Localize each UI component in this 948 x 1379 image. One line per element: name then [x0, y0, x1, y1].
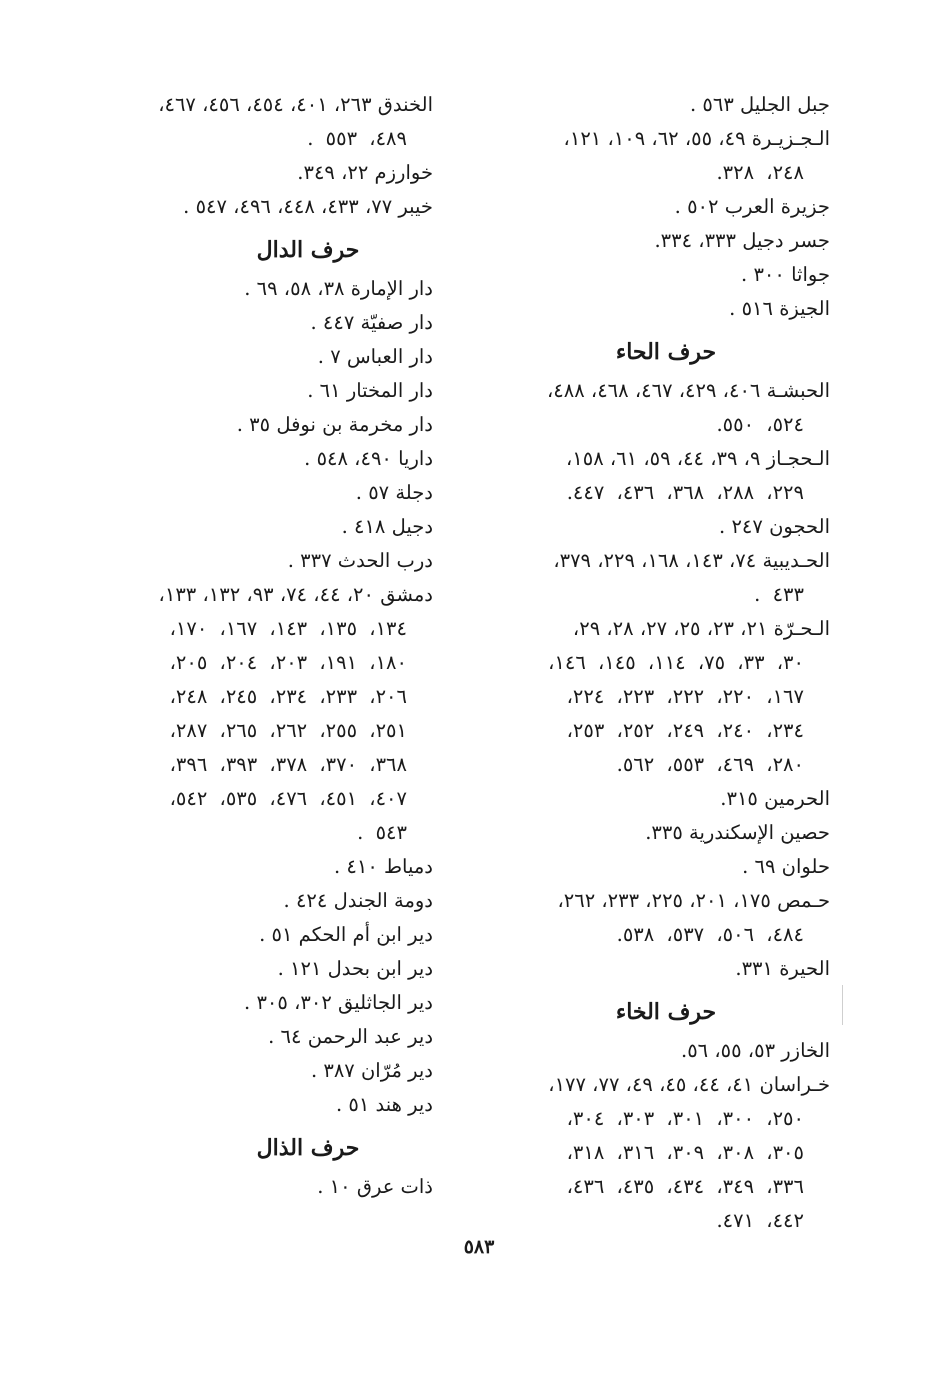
index-column-left — [63, 88, 433, 1204]
place-name: دمياط — [384, 855, 433, 878]
index-entry — [462, 1068, 830, 1102]
page-references: ٦١ . — [307, 379, 341, 402]
entry-continuation: ٣٣٦، ٣٤٩، ٤٣٤، ٤٣٥، ٤٣٦، — [566, 1175, 804, 1198]
index-entry — [63, 510, 433, 544]
place-name: جزيرة العرب — [724, 195, 830, 218]
place-name: دار الإمارة — [350, 277, 433, 300]
entry-continuation: ٢٥١، ٢٥٥، ٢٦٢، ٢٦٥، ٢٨٧، — [169, 719, 407, 742]
page-references: ٤١٨ . — [341, 515, 386, 538]
index-entry — [462, 952, 830, 986]
place-name: دير هند — [375, 1093, 433, 1116]
page-references: ٤٠٦، ٤٢٩، ٤٦٧، ٤٦٨، ٤٨٨، — [546, 379, 761, 402]
entry-continuation: ١٨٠، ١٩١، ٢٠٣، ٢٠٤، ٢٠٥، — [169, 651, 407, 674]
entry-continuation: ٤٨٩، ٥٥٣ . — [307, 127, 407, 150]
page-references: ١٢١ . — [277, 957, 322, 980]
index-entry — [462, 544, 830, 578]
page-references: ٣٣٧ . — [287, 549, 332, 572]
page-references: ٢١، ٢٣، ٢٥، ٢٧، ٢٨، ٢٩، — [572, 617, 768, 640]
place-name: دير مُرّان — [360, 1059, 433, 1082]
page-references: ٥٣، ٥٥، ٥٦. — [681, 1039, 776, 1062]
margin-mark — [842, 985, 845, 1025]
entry-continuation: ٥٤٣ . — [357, 821, 407, 844]
index-entry — [63, 578, 433, 612]
index-entry — [462, 122, 830, 156]
index-entry — [63, 476, 433, 510]
page-references: ١٠ . — [317, 1175, 351, 1198]
page-references: ٤١، ٤٤، ٤٥، ٤٩، ٧٧، ١٧٧، — [548, 1073, 754, 1096]
index-entry — [63, 986, 433, 1020]
entry-continuation: ٥٢٤، ٥٥٠. — [716, 413, 804, 436]
page-references: ٢٠، ٤٤، ٧٤، ٩٣، ١٣٢، ١٣٣، — [158, 583, 374, 606]
place-name: دير عبد الرحمن — [307, 1025, 433, 1048]
index-entry — [462, 816, 830, 850]
entry-continuation: ١٦٧، ٢٢٠، ٢٢٢، ٢٢٣، ٢٢٤، — [566, 685, 804, 708]
section-heading: حرف الحاء — [615, 339, 717, 365]
index-entry — [462, 612, 830, 646]
place-name: دار صفيّة — [360, 311, 433, 334]
place-name: الخازر — [781, 1039, 830, 1062]
page-references: ١٧٥، ٢٠١، ٢٢٥، ٢٣٣، ٢٦٢، — [557, 889, 771, 912]
place-name: خـراسان — [759, 1073, 830, 1096]
index-entry — [63, 442, 433, 476]
page-references: ٣٠٠ . — [741, 263, 785, 286]
page-references: ٣٨، ٥٨، ٦٩ . — [244, 277, 345, 300]
place-name: الـحـرّة — [773, 617, 830, 640]
place-name: الجيزة — [779, 297, 830, 320]
entry-continuation: ٢٢٩، ٢٨٨، ٣٦٨، ٤٣٦، ٤٤٧. — [566, 481, 804, 504]
page-number: ٥٨٣ — [463, 1236, 495, 1258]
entry-continuation: ٤٨٤، ٥٠٦، ٥٣٧، ٥٣٨. — [616, 923, 804, 946]
page-references: ٥٠٢ . — [674, 195, 719, 218]
index-entry — [63, 918, 433, 952]
place-name: الحيرة — [779, 957, 830, 980]
entry-continuation: ٢٠٦، ٢٣٣، ٢٣٤، ٢٤٥، ٢٤٨، — [169, 685, 407, 708]
page-references: ٤٢٤ . — [283, 889, 328, 912]
page-references: ٣٨٧ . — [310, 1059, 355, 1082]
place-name: خوارزم — [374, 161, 433, 184]
place-name: الخندق — [377, 93, 433, 116]
index-entry — [462, 442, 830, 476]
entry-continuation: ٣٠، ٣٣، ٧٥، ١١٤، ١٤٥، ١٤٦، — [548, 651, 804, 674]
page-references: ٣٠٢، ٣٠٥ . — [244, 991, 332, 1014]
entry-continuation: ٤٤٢، ٤٧١. — [716, 1209, 804, 1232]
page-references: ٣٥ . — [236, 413, 271, 436]
place-name: الحرمين — [764, 787, 830, 810]
index-entry — [63, 952, 433, 986]
page-references: ٧ . — [317, 345, 341, 368]
page-references: ٥١ . — [335, 1093, 370, 1116]
index-entry — [63, 544, 433, 578]
place-name: داريا — [398, 447, 433, 470]
index-entry — [462, 374, 830, 408]
page-references: ٤٤٧ . — [310, 311, 355, 334]
index-column-right — [462, 88, 830, 1238]
index-entry — [462, 850, 830, 884]
entry-continuation: ٣٠٥، ٣٠٨، ٣٠٩، ٣١٦، ٣١٨، — [566, 1141, 804, 1164]
entry-continuation: ٣٦٨، ٣٧٠، ٣٧٨، ٣٩٣، ٣٩٦، — [169, 753, 407, 776]
place-name: خيبر — [398, 195, 433, 218]
place-name: درب الحدث — [337, 549, 433, 572]
section-heading: حرف الخاء — [615, 999, 717, 1025]
place-name: دجيل — [391, 515, 433, 538]
entry-continuation: ٢٣٤، ٢٤٠، ٢٤٩، ٢٥٢، ٢٥٣، — [566, 719, 804, 742]
page-references: ٧٤، ١٤٣، ١٦٨، ٢٢٩، ٣٧٩، — [553, 549, 757, 572]
place-name: دمشق — [380, 583, 433, 606]
index-entry — [462, 510, 830, 544]
index-entry — [63, 850, 433, 884]
index-entry — [63, 1054, 433, 1088]
page-references: ٣١٥. — [720, 787, 758, 810]
index-entry — [63, 156, 433, 190]
index-entry — [462, 782, 830, 816]
index-entry — [63, 884, 433, 918]
page-references: ٢٢، ٣٤٩. — [297, 161, 369, 184]
place-name: دومة الجندل — [333, 889, 433, 912]
place-name: دار العباس — [346, 345, 433, 368]
page-references: ٧٧، ٤٣٣، ٤٤٨، ٤٩٦، ٥٤٧ . — [183, 195, 393, 218]
index-entry — [462, 258, 830, 292]
index-entry — [462, 884, 830, 918]
index-entry — [63, 340, 433, 374]
page-references: ٣٣٣، ٣٣٤. — [654, 229, 736, 252]
place-name: جبل الجليل — [740, 93, 830, 116]
page-references: ٥٦٣ . — [690, 93, 734, 116]
index-entry — [63, 1088, 433, 1122]
index-entry — [63, 272, 433, 306]
page-references: ٢٤٧ . — [719, 515, 763, 538]
index-entry — [63, 374, 433, 408]
place-name: دار مخرمة بن نوفل — [276, 413, 433, 436]
place-name: جسر دجيل — [742, 229, 830, 252]
place-name: الحـديبية — [762, 549, 830, 572]
index-entry — [63, 1170, 433, 1204]
page-references: ٣٣٥. — [645, 821, 683, 844]
index-entry — [63, 1020, 433, 1054]
index-entry — [462, 224, 830, 258]
index-entry — [462, 88, 830, 122]
place-name: ذات عرق — [356, 1175, 433, 1198]
index-entry — [63, 190, 433, 224]
section-heading: حرف الدال — [256, 237, 360, 263]
entry-continuation: ٢٨٠، ٤٦٩، ٥٥٣، ٥٦٢. — [616, 753, 804, 776]
page-references: ٤١٠ . — [333, 855, 378, 878]
place-name: حلوان — [781, 855, 830, 878]
page-references: ٤٩٠، ٥٤٨ . — [304, 447, 392, 470]
index-entry — [462, 1034, 830, 1068]
place-name: الـجـزيـرة — [751, 127, 830, 150]
page-references: ٥٧ . — [355, 481, 390, 504]
page-references: ٦٤ . — [268, 1025, 302, 1048]
page-references: ٩، ٣٩، ٤٤، ٥٩، ٦١، ١٥٨، — [565, 447, 761, 470]
index-entry — [462, 190, 830, 224]
page-references: ٣٣١. — [735, 957, 773, 980]
place-name: الـحجـاز — [766, 447, 830, 470]
entry-continuation: ١٣٤، ١٣٥، ١٤٣، ١٦٧، ١٧٠، — [169, 617, 407, 640]
place-name: حـمص — [777, 889, 830, 912]
place-name: حصين الإسكندرية — [689, 821, 830, 844]
section-heading: حرف الذال — [256, 1135, 360, 1161]
index-entry — [63, 88, 433, 122]
place-name: دار المختار — [346, 379, 433, 402]
place-name: دير الجاثليق — [338, 991, 433, 1014]
entry-continuation: ٢٥٠، ٣٠٠، ٣٠١، ٣٠٣، ٣٠٤، — [566, 1107, 804, 1130]
place-name: جواثا — [791, 263, 830, 286]
page-references: ٢٦٣، ٤٠١، ٤٥٤، ٤٥٦، ٤٦٧، — [158, 93, 372, 116]
index-entry — [462, 292, 830, 326]
place-name: دير ابن أم الحكم — [298, 923, 433, 946]
entry-continuation: ٤٠٧، ٤٥١، ٤٧٦، ٥٣٥، ٥٤٢، — [169, 787, 407, 810]
page-references: ٥١ . — [259, 923, 293, 946]
entry-continuation: ٤٣٣ . — [754, 583, 804, 606]
index-entry — [63, 408, 433, 442]
page-references: ٦٩ . — [742, 855, 776, 878]
place-name: الحبشـة — [766, 379, 830, 402]
entry-continuation: ٢٤٨، ٣٢٨. — [716, 161, 804, 184]
page-references: ٥١٦ . — [729, 297, 773, 320]
page-references: ٤٩، ٥٥، ٦٢، ١٠٩، ١٢١، — [563, 127, 746, 150]
place-name: الحجون — [769, 515, 830, 538]
place-name: دير ابن بحدل — [327, 957, 433, 980]
place-name: دجلة — [395, 481, 433, 504]
index-entry — [63, 306, 433, 340]
